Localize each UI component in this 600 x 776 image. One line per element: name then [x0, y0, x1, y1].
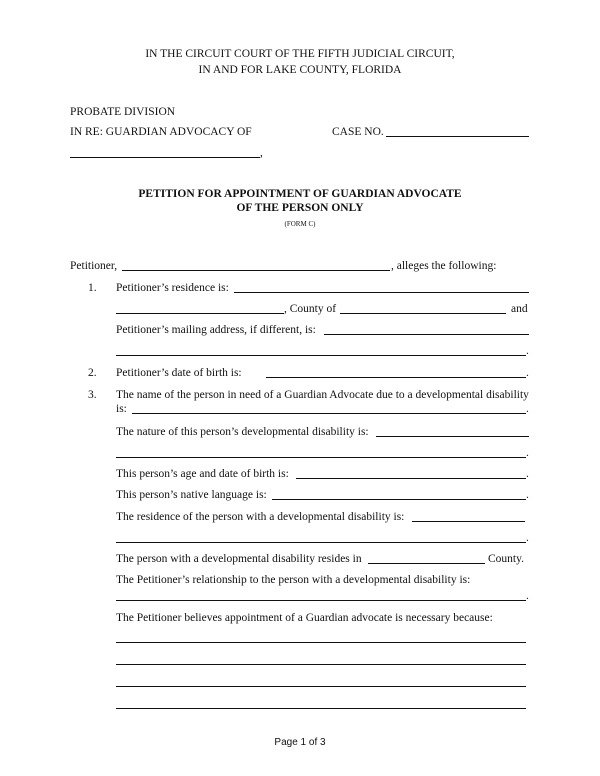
- necessity-reason-line3-field[interactable]: [116, 686, 526, 687]
- necessity-reason-line2-field[interactable]: [116, 664, 526, 665]
- petitioner-residence-label: Petitioner’s residence is:: [116, 282, 229, 294]
- mailing-address-line2-field[interactable]: [116, 355, 526, 356]
- in-re-label: IN RE: GUARDIAN ADVOCACY OF: [70, 126, 252, 138]
- necessity-reason-line4-field[interactable]: [116, 708, 526, 709]
- county-suffix: County.: [488, 553, 524, 565]
- resides-county-field[interactable]: [368, 563, 485, 564]
- alleges-text: , alleges the following:: [391, 260, 497, 272]
- resides-in-label: The person with a developmental disability resides in: [116, 553, 362, 565]
- item-number-3: 3.: [88, 389, 97, 401]
- petitioner-residence-line2-field[interactable]: [116, 313, 284, 314]
- petitioner-name-field[interactable]: [122, 270, 390, 271]
- document-title-line2: OF THE PERSON ONLY: [236, 202, 364, 214]
- document-title-line1: PETITION FOR APPOINTMENT OF GUARDIAN ADVOCATE: [138, 188, 462, 200]
- relationship-field[interactable]: [116, 600, 526, 601]
- person-name-period: .: [526, 403, 529, 415]
- person-name-field[interactable]: [132, 413, 526, 414]
- person-residence-period: .: [526, 532, 529, 544]
- disability-nature-line2-field[interactable]: [116, 457, 526, 458]
- age-dob-field[interactable]: [296, 478, 526, 479]
- probate-division-label: PROBATE DIVISION: [70, 106, 176, 118]
- mailing-address-period: .: [526, 345, 529, 357]
- person-residence-line2-field[interactable]: [116, 542, 526, 543]
- court-heading-line1: IN THE CIRCUIT COURT OF THE FIFTH JUDICIAL CIRCUIT,: [145, 48, 455, 60]
- petitioner-county-field[interactable]: [340, 313, 506, 314]
- native-language-field[interactable]: [272, 499, 526, 500]
- ward-name-comma: ,: [260, 147, 263, 159]
- petitioner-label: Petitioner,: [70, 260, 118, 272]
- item-number-2: 2.: [88, 367, 97, 379]
- case-number-label: CASE NO.: [332, 126, 384, 138]
- age-dob-period: .: [526, 468, 529, 480]
- court-heading-line2: IN AND FOR LAKE COUNTY, FLORIDA: [198, 64, 402, 76]
- age-dob-label: This person’s age and date of birth is:: [116, 468, 289, 480]
- form-designation: (FORM C): [284, 220, 316, 228]
- person-name-is-label: is:: [116, 403, 127, 415]
- native-language-period: .: [526, 489, 529, 501]
- person-name-label: The name of the person in need of a Guardian Advocate due to a developmental disability: [116, 389, 529, 401]
- relationship-label: The Petitioner’s relationship to the person with a developmental disability is:: [116, 574, 471, 586]
- mailing-address-label: Petitioner’s mailing address, if different, is:: [116, 324, 316, 336]
- necessity-reason-line1-field[interactable]: [116, 642, 526, 643]
- disability-nature-label: The nature of this person’s developmental disability is:: [116, 426, 369, 438]
- case-number-field[interactable]: [386, 136, 529, 137]
- disability-nature-period: .: [526, 447, 529, 459]
- person-residence-field[interactable]: [412, 521, 525, 522]
- petitioner-residence-field[interactable]: [234, 292, 529, 293]
- person-residence-label: The residence of the person with a developmental disability is:: [116, 511, 405, 523]
- native-language-label: This person’s native language is:: [116, 489, 267, 501]
- petitioner-dob-field[interactable]: [266, 377, 526, 378]
- petitioner-dob-label: Petitioner’s date of birth is:: [116, 367, 242, 379]
- ward-name-field[interactable]: [70, 157, 260, 158]
- petitioner-dob-period: .: [526, 367, 529, 379]
- and-text: and: [511, 303, 528, 315]
- county-of-label: , County of: [284, 303, 337, 315]
- page-number: Page 1 of 3: [274, 737, 326, 748]
- relationship-period: .: [526, 590, 529, 602]
- mailing-address-field[interactable]: [324, 334, 529, 335]
- necessity-reason-label: The Petitioner believes appointment of a Guardian advocate is necessary because:: [116, 612, 493, 624]
- item-number-1: 1.: [88, 282, 97, 294]
- disability-nature-field[interactable]: [376, 436, 529, 437]
